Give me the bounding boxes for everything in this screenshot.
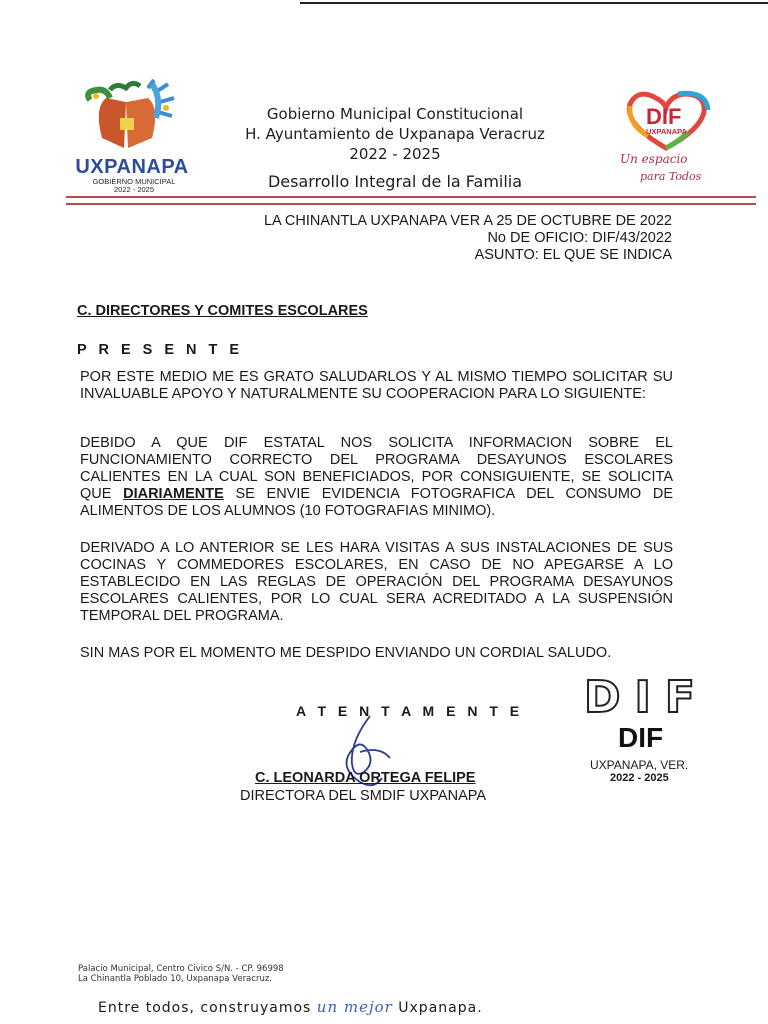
emphasis-daily: DIARIAMENTE xyxy=(123,486,224,502)
paragraph-2-start: DEBIDO A QUE DIF ESTATAL NOS SOLICITA INFORMACION SOBRE EL FUNCIONAMIENTO CORRECTO DEL PROGRAMA DESAYUNOS ESCOLARES CALIENTES EN LA CUAL SON BENEFICIADOS, POR CONSIGUIENTE, SE SOLICITA QUE xyxy=(80,435,673,502)
header-divider-bottom xyxy=(66,203,756,205)
place-date: LA CHINANTLA UXPANAPA VER A 25 DE OCTUBRE DE 2022 xyxy=(263,213,672,229)
org-years: 2022 - 2025 xyxy=(349,145,441,163)
slogan-script: un mejor xyxy=(316,998,393,1016)
stamp-years: 2022 - 2025 xyxy=(610,772,669,784)
dif-tagline-2: para Todos xyxy=(640,170,702,183)
footer-address xyxy=(78,964,284,984)
footer-slogan xyxy=(98,998,483,1016)
paragraph-2 xyxy=(80,435,673,520)
signer-role: DIRECTORA DEL SMDIF UXPANAPA xyxy=(240,788,487,804)
footer-address-line1: Palacio Municipal, Centro Civico S/N. - CP. 96998 xyxy=(78,964,284,974)
closing-atentamente: A T E N T A M E N T E xyxy=(296,703,524,719)
stamp-outline-text: DIF xyxy=(584,672,709,723)
stamp-solid-text: DIF xyxy=(618,722,664,753)
municipal-caption-years: 2022 - 2025 xyxy=(113,185,155,194)
top-border-line xyxy=(300,2,768,4)
paragraph-4: SIN MAS POR EL MOMENTO ME DESPIDO ENVIANDO UN CORDIAL SALUDO. xyxy=(80,645,612,661)
org-line1: Gobierno Municipal Constitucional xyxy=(266,105,524,123)
municipal-caption-line1: GOBIERNO MUNICIPAL xyxy=(92,177,176,186)
org-area: Desarrollo Integral de la Familia xyxy=(267,172,523,191)
signer-name: C. LEONARDA ORTEGA FELIPE xyxy=(255,770,476,786)
municipal-logo xyxy=(66,78,202,196)
dif-heart-icon xyxy=(618,88,714,152)
paragraph-2-end: SE ENVIE EVIDENCIA FOTOGRAFICA DEL CONSUMO DE ALIMENTOS DE LOS ALUMNOS (10 FOTOGRAFIAS MINIMO). xyxy=(80,486,673,519)
dif-logo xyxy=(612,88,716,196)
stamp-place: UXPANAPA, VER. xyxy=(590,758,689,772)
paragraph-3: DERIVADO A LO ANTERIOR SE LES HARA VISITAS A SUS INSTALACIONES DE SUS COCINAS Y COMMEDORES ESCOLARES, EN CASO DE NO APEGARSE A LO ESTABLECIDO EN LAS REGLAS DE OPERACIÓN DEL PROGRAMA DESAYUNOS ESCOLARES CALIENTES, POR LO CUAL SERA ACREDITADO A LA SUSPENSIÓN TEMPORAL DEL PROGRAMA. xyxy=(80,540,673,624)
municipality-name: UXPANAPA xyxy=(75,156,189,178)
dif-stamp xyxy=(584,672,714,792)
municipal-emblem-icon xyxy=(76,78,186,156)
municipal-caption xyxy=(66,178,202,194)
dif-sub-text: UXPANAPA xyxy=(646,127,687,136)
letterhead xyxy=(200,104,590,192)
footer-address-line2: La Chinantla Poblado 10, Uxpanapa Veracruz. xyxy=(78,974,272,984)
header-divider-top xyxy=(66,196,756,198)
office-number: No DE OFICIO: DIF/43/2022 xyxy=(487,230,672,246)
paragraph-1: POR ESTE MEDIO ME ES GRATO SALUDARLOS Y AL MISMO TIEMPO SOLICITAR SU INVALUABLE APOYO Y NATURALMENTE SU COOPERACION PARA LO SIGUIENTE: xyxy=(80,369,673,402)
dif-tagline-1: Un espacio xyxy=(620,152,688,166)
document-meta xyxy=(264,213,672,264)
org-line2: H. Ayuntamiento de Uxpanapa Veracruz xyxy=(245,125,545,143)
greeting: P R E S E N T E xyxy=(77,342,244,358)
slogan-start: Entre todos, construyamos xyxy=(98,1000,317,1016)
addressee: C. DIRECTORES Y COMITES ESCOLARES xyxy=(77,303,368,319)
dif-brand-text: DIF xyxy=(646,104,682,129)
slogan-end: Uxpanapa. xyxy=(392,1000,483,1016)
subject-line: ASUNTO: EL QUE SE INDICA xyxy=(474,247,672,263)
